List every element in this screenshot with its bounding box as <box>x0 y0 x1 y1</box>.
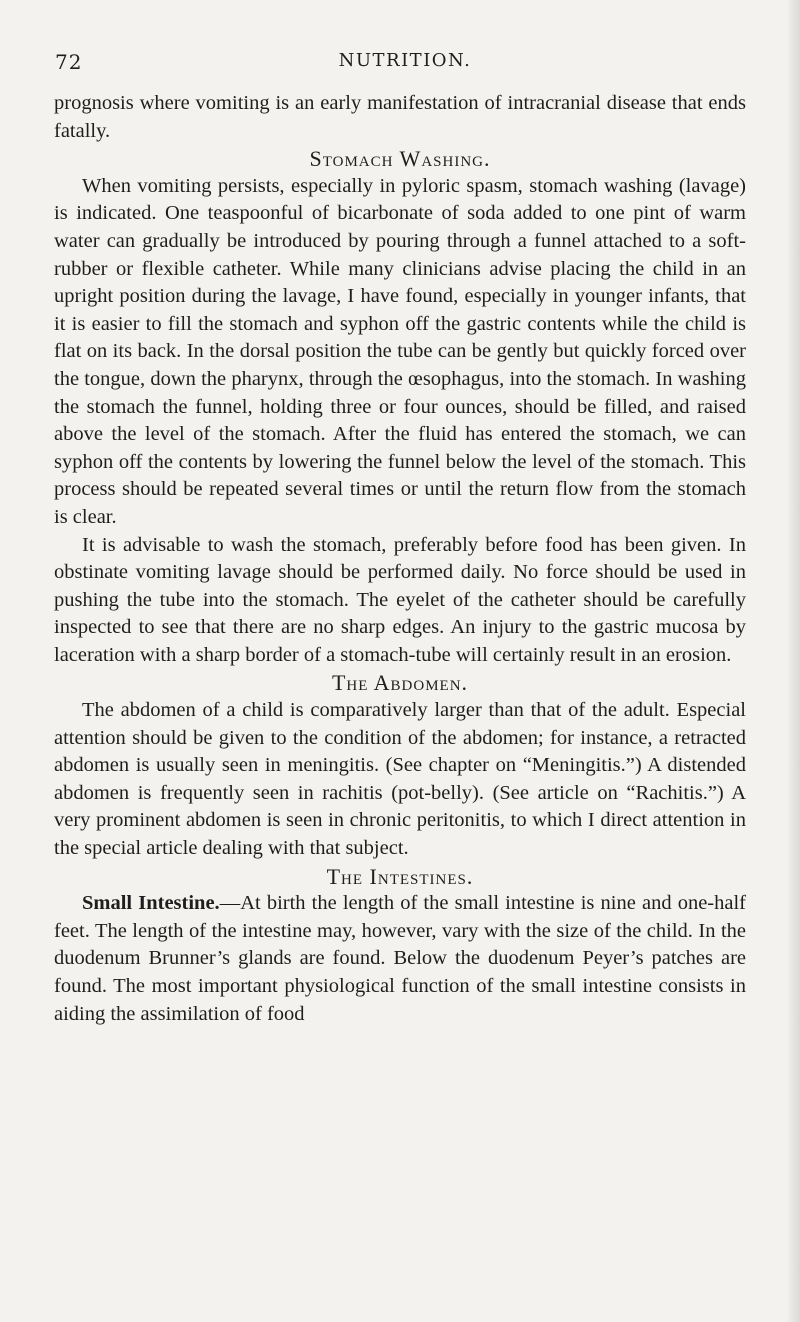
page-number: 72 <box>55 50 83 74</box>
heading-intestines: The Intestines. <box>326 863 474 889</box>
small-intestine-text: —At birth the length of the small intestine is nine and one-half feet. The length of the intestine may, however, vary with the size of the child. In the duodenum Brunner’s glands are found. Below the duodenum Peyer’s patches are found. The most important physiological function of the small intestine consists in aiding the assimilation of food <box>54 892 746 1025</box>
paragraph-stomach-washing-1: When vomiting persists, especially in pyloric spasm, stomach washing (lavage) is indicated. One teaspoonful of bicarbonate of soda added to one pint of warm water can gradually be introduced by pouring through a funnel attached to a soft-rubber or flexible catheter. While many clinicians advise placing the child in an upright position during the lavage, I have found, especially in younger infants, that it is easier to fill the stomach and syphon off the gastric contents while the child is flat on its back. In the dorsal position the tube can be gently but quickly forced over the tongue, down the pharynx, through the œsophagus, into the stomach. In washing the stomach the funnel, holding three or four ounces, should be filled, and raised above the level of the stomach. After the fluid has entered the stomach, we can syphon off the contents by lowering the funnel below the level of the stomach. This process should be repeated several times or until the return flow from the stomach is clear. <box>54 174 746 528</box>
paragraph-intro: prognosis where vomiting is an early manifestation of intracranial disease that ends fatally. <box>54 92 746 142</box>
running-head <box>55 50 755 76</box>
small-intestine-lead: Small Intestine. <box>82 892 220 915</box>
body-text <box>54 90 746 1028</box>
heading-stomach-washing: Stomach Washing. <box>309 146 491 172</box>
paragraph-abdomen: The abdomen of a child is comparatively larger than that of the adult. Especial attention should be given to the condition of the abdomen; for instance, a retracted abdomen is usually seen in meningitis. (See chapter on “Meningitis.”) A distended abdomen is frequently seen in rachitis (pot-belly). (See article on “Rachitis.”) A very prominent abdomen is seen in chronic peritonitis, to which I direct attention in the special article dealing with that subject. <box>54 699 746 860</box>
heading-abdomen: The Abdomen. <box>331 670 469 696</box>
page-edge-shadow <box>786 0 800 1322</box>
paragraph-small-intestine <box>54 890 746 1028</box>
paragraph-stomach-washing-2: It is advisable to wash the stomach, preferably before food has been given. In obstinate vomiting lavage should be performed daily. No force should be used in pushing the tube into the stomach. The eyelet of the catheter should be carefully inspected to see that there are no sharp edges. An injury to the gastric mucosa by laceration with a sharp border of a stomach-tube will certainly result in an erosion. <box>54 533 746 666</box>
running-title: NUTRITION. <box>338 50 472 71</box>
